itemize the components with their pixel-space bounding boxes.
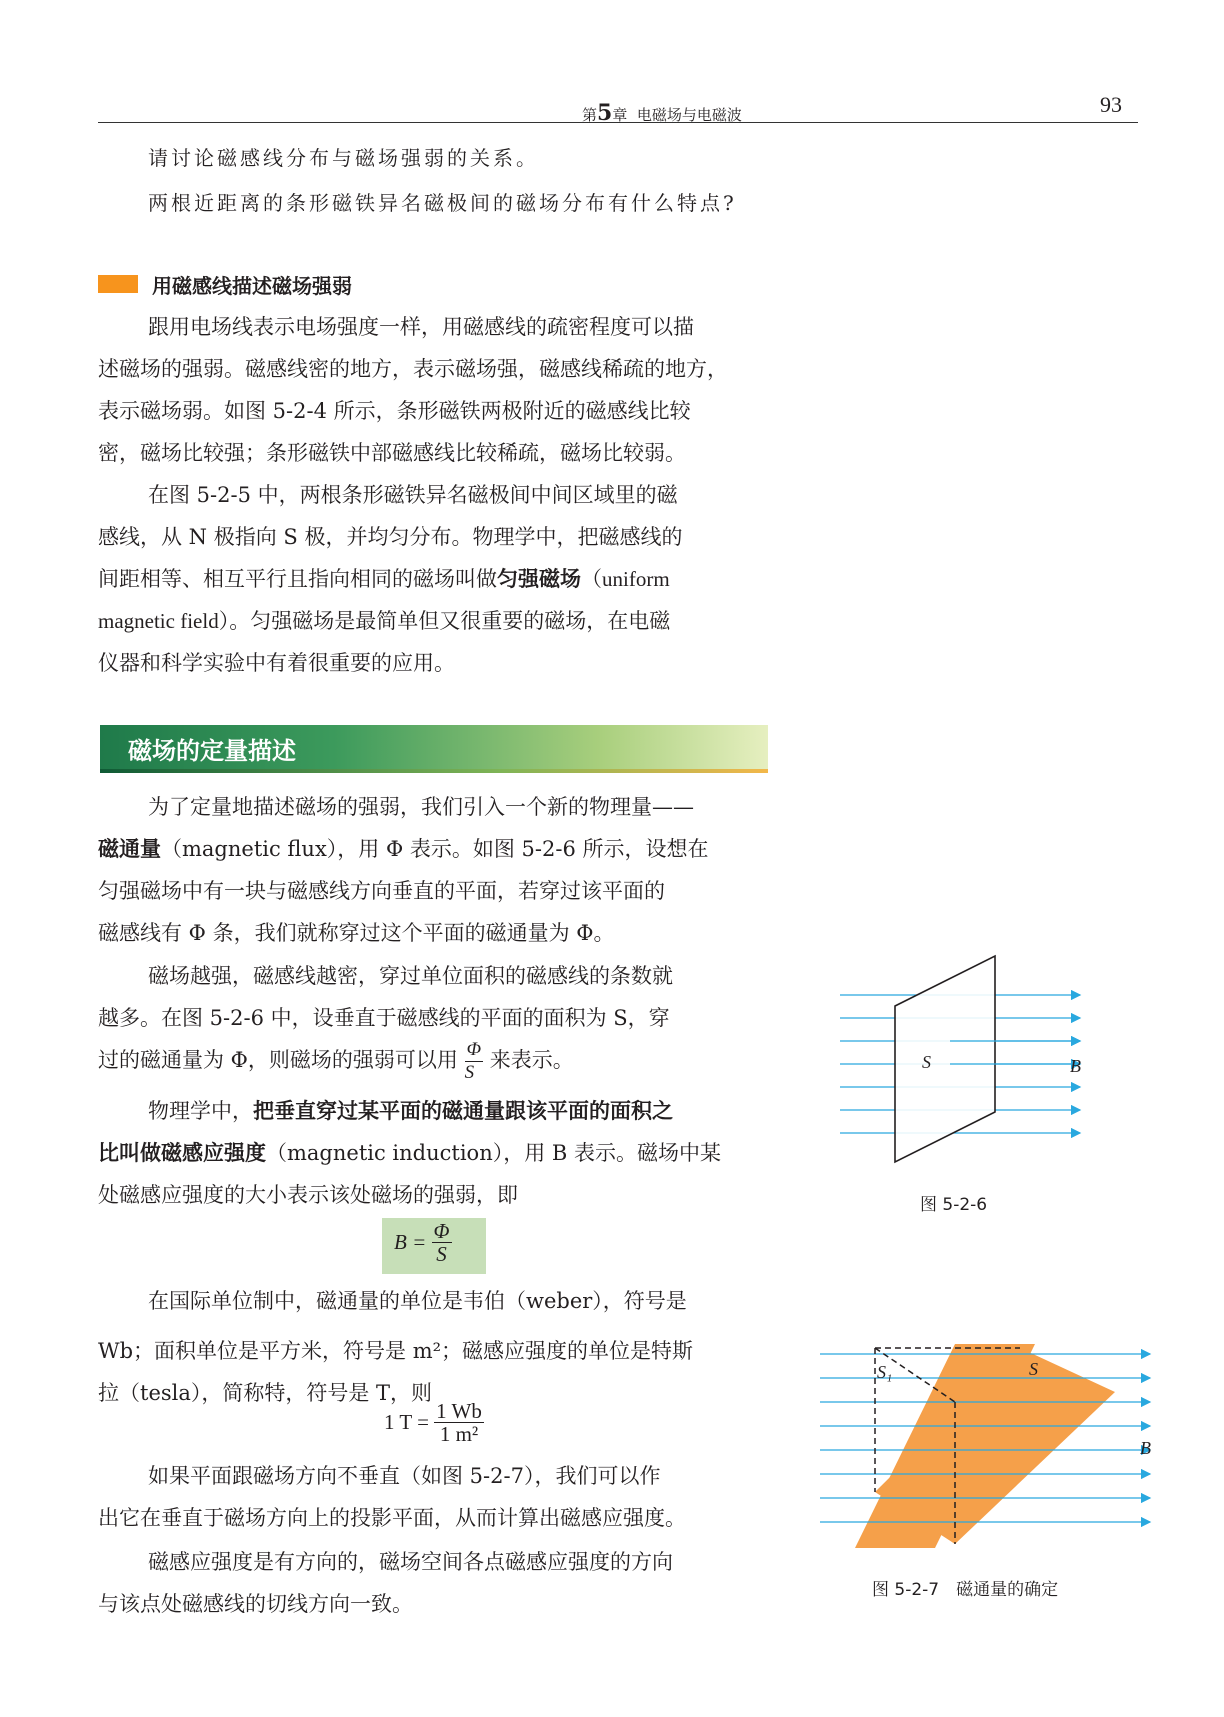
figure-5-2-6 (830, 950, 1100, 1180)
question-2: 两根近距离的条形磁铁异名磁极间的磁场分布有什么特点? (148, 191, 737, 215)
header-rule (98, 122, 1138, 123)
section-banner-rule (100, 769, 768, 773)
chapter-number: 5 (597, 100, 613, 126)
label-s: S (922, 1052, 931, 1072)
label-b: B (1070, 1056, 1081, 1076)
paragraph-density-area: 磁场越强，磁感线越密，穿过单位面积的磁感线的条数就 越多。在图 5-2-6 中，设垂直于磁感线的平面的面积为 S，穿 过的磁通量为 Φ，则磁场的强弱可以用 $\frac{\Phi}{S}$ 来表示。 (98, 964, 673, 1083)
figure-5-2-6-caption: 图 5-2-6 (920, 1195, 988, 1215)
term-uniform-field: 匀强磁场 (497, 567, 581, 591)
paragraph-projection: 如果平面跟磁场方向不垂直（如图 5-2-7），我们可以作 出它在垂直于磁场方向上的投影平面，从而计算出磁感应强度。 (98, 1464, 686, 1530)
formula-b: B = $\frac{\Phi}{S}$ (394, 1219, 450, 1266)
label-s1: S₁ (877, 1362, 893, 1382)
subsection-marker (98, 275, 138, 293)
inline-fraction: $\frac{\Phi}{S}$ (464, 1039, 482, 1083)
label-b-2: B (1140, 1438, 1151, 1458)
paragraph-induction: 物理学中，把垂直穿过某平面的磁通量跟该平面的面积之 比叫做磁感应强度（magnetic induction），用 B 表示。磁场中某 处磁感应强度的大小表示该处磁场的强弱，即 (98, 1099, 721, 1207)
paragraph-uniform-field: 在图 5-2-5 中，两根条形磁铁异名磁极间中间区域里的磁 感线，从 N 极指向 S 极，并均匀分布。物理学中，把磁感线的 间距相等、相互平行且指向相同的磁场叫做匀强磁场（uniform magnetic field）。匀强磁场是最简单但又很重要的磁场，在电磁 仪器和科学实验中有着很重要的应用。 (98, 483, 683, 675)
chapter-title: 电磁场与电磁波 (636, 106, 742, 124)
formula-tesla: 1 T = $\frac{1 Wb}{\text{1 m²}}$ (384, 1399, 482, 1446)
figure-5-2-7-caption: 图 5-2-7 磁通量的确定 (872, 1580, 1059, 1600)
paragraph-density: 跟用电场线表示电场强度一样，用磁感线的疏密程度可以描 述磁场的强弱。磁感线密的地方，表示磁场强，磁感线稀疏的地方， 表示磁场弱。如图 5-2-4 所示，条形磁铁两极附近的磁感线比较 密，磁场比较强；条形磁铁中部磁感线比较稀疏，磁场比较弱。 (98, 315, 728, 465)
plane-s (895, 956, 995, 1162)
section-title: 磁场的定量描述 (128, 737, 296, 765)
page-number: 93 (1100, 92, 1122, 117)
paragraph-direction: 磁感应强度是有方向的，磁场空间各点磁感应强度的方向 与该点处磁感线的切线方向一致。 (98, 1550, 673, 1616)
chapter-suffix: 章 (612, 106, 628, 124)
figure-5-2-7 (815, 1332, 1155, 1557)
subsection-title: 用磁感线描述磁场强弱 (152, 274, 352, 298)
term-magnetic-induction: 比叫做磁感应强度 (98, 1141, 266, 1165)
paragraph-flux: 为了定量地描述磁场的强弱，我们引入一个新的物理量—— 磁通量（magnetic flux），用 Φ 表示。如图 5-2-6 所示，设想在 匀强磁场中有一块与磁感线方向垂直的平面，若穿过该平面的 磁感线有 Φ 条，我们就称穿过这个平面的磁通量为 Φ。 (98, 795, 709, 945)
question-1: 请讨论磁感线分布与磁场强弱的关系。 (148, 146, 539, 170)
paragraph-units: 在国际单位制中，磁通量的单位是韦伯（weber），符号是 Wb；面积单位是平方米，符号是 m²；磁感应强度的单位是特斯 拉（tesla），简称特，符号是 T，则 (98, 1289, 694, 1405)
label-s-2: S (1029, 1359, 1038, 1379)
chapter-prefix: 第 (582, 106, 598, 124)
term-magnetic-flux: 磁通量 (98, 837, 161, 861)
